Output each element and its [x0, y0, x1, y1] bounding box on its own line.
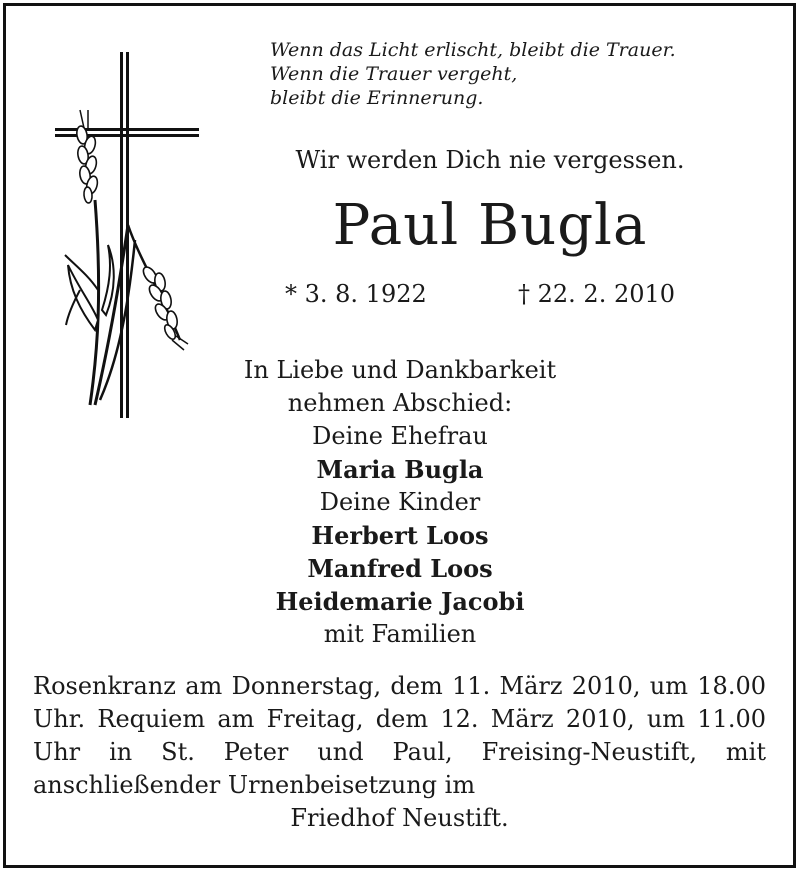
families-label: mit Familien: [323, 620, 477, 648]
child-name: Heidemarie Jacobi: [275, 587, 525, 616]
announcement-text: Rosenkranz am Donnerstag, dem 11. März 2010, um 18.00 Uhr. Requiem am Freitag, dem 12. März 2010, um 11.00 Uhr in St. Peter und Paul, Freising-Neustift, mit anschließender Urnenbeisetzung im: [33, 672, 766, 799]
mourners-intro: In Liebe und Dankbarkeit: [243, 356, 557, 384]
quote-line: Wenn das Licht erlischt, bleibt die Trauer.: [270, 39, 676, 61]
service-announcement: [33, 670, 766, 835]
announcement-last-line: Friedhof Neustift.: [290, 804, 509, 832]
tagline: Wir werden Dich nie vergessen.: [295, 146, 685, 174]
memorial-quote: [270, 38, 780, 110]
death-date: † 22. 2. 2010: [518, 280, 676, 308]
spouse-name: Maria Bugla: [316, 455, 484, 484]
quote-line: Wenn die Trauer vergeht,: [270, 63, 518, 85]
child-name: Manfred Loos: [307, 554, 493, 583]
quote-line: bleibt die Erinnerung.: [270, 87, 484, 109]
mourners-list: [100, 354, 700, 651]
birth-date: * 3. 8. 1922: [285, 280, 427, 308]
spouse-label: Deine Ehefrau: [312, 422, 488, 450]
children-label: Deine Kinder: [319, 488, 481, 516]
mourners-intro: nehmen Abschied:: [287, 389, 513, 417]
child-name: Herbert Loos: [311, 521, 489, 550]
deceased-name: Paul Bugla: [332, 193, 648, 258]
